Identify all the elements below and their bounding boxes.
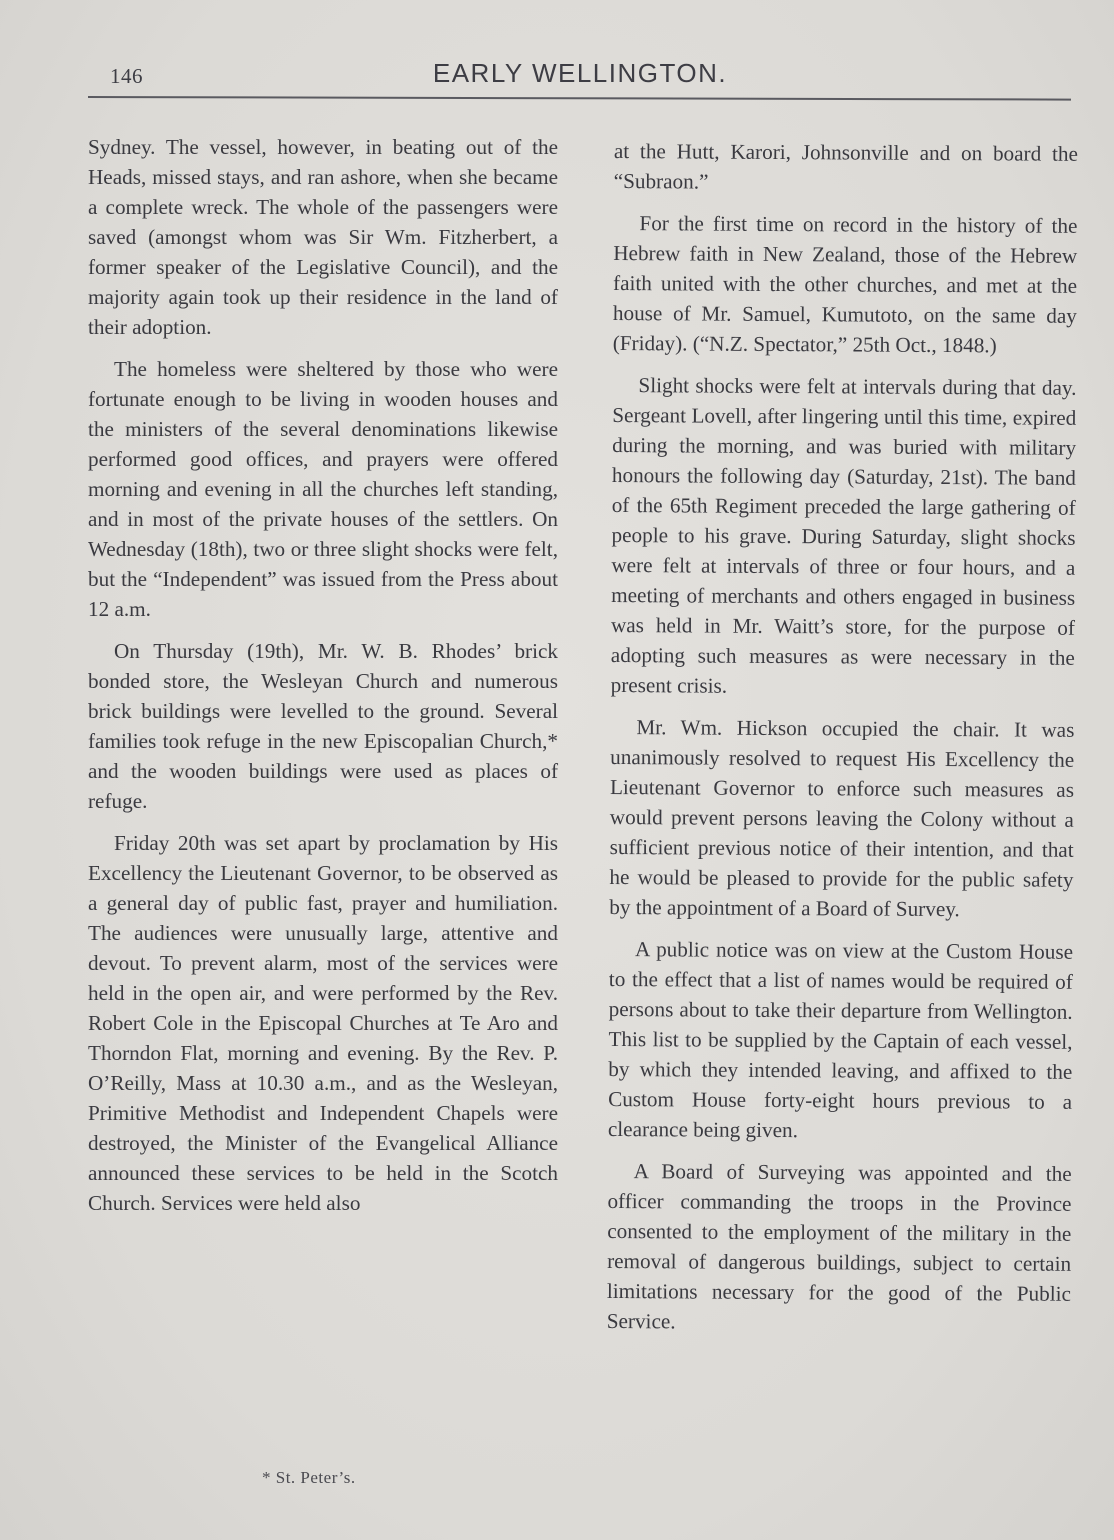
paragraph: For the first time on record in the history of the Hebrew faith in New Zealand, those of the Hebrew faith united with the other churches, and met at the house of Mr. Samuel, Kumutoto, on the same day (Friday). (“N.Z. Spectator,” 25th Oct., 1848.) <box>612 211 1078 358</box>
paragraph: The homeless were sheltered by those who were fortunate enough to be living in wooden houses and the ministers of the several denominations likewise performed good offices, and prayers were offered morning and evening in all the churches left standing, and in most of the private houses of the settlers. On Wednesday (18th), two or three slight shocks were felt, but the “Independent” was issued from the Press about 12 a.m. <box>88 357 558 621</box>
paragraph: Sydney. The vessel, however, in beating out of the Heads, missed stays, and ran ashore, when she became a complete wreck. The whole of the passengers were saved (amongst whom was Sir Wm. Fitzherbert, a former speaker of the Legislative Council), and the majority again took up their residence in the land of their adoption. <box>88 135 558 339</box>
paragraph: Mr. Wm. Hickson occupied the chair. It was unanimously resolved to request His Excellency the Lieutenant Governor to enforce such measures as would prevent persons leaving the Colony without a sufficient previous notice of their intention, and that he would be pleased to provide for the public safety by the appointment of a Board of Survey. <box>609 715 1075 922</box>
paragraph: A Board of Surveying was appointed and the officer commanding the troops in the Province consented to the employment of the military in the removal of dangerous buildings, subject to certain limitations necessary for the good of the Public Service. <box>606 1159 1072 1334</box>
paragraph: at the Hutt, Karori, Johnsonville and on board the “Subraon.” <box>613 138 1078 194</box>
page-number: 146 <box>110 64 143 88</box>
header-rule <box>88 96 1071 100</box>
paragraph: A public notice was on view at the Custom House to the effect that a list of names would be required of persons about to take their departure from Wellington. This list to be supplied by the Captain of each vessel, by which they intended leaving, and affixed to the Custom House forty-eight hours previous to a clearance being given. <box>607 937 1074 1143</box>
left-column <box>88 132 558 1230</box>
running-head: EARLY WELLINGTON. <box>432 58 728 88</box>
paragraph: Friday 20th was set apart by proclamation by His Excellency the Lieutenant Governor, to be observed as a general day of public fast, prayer and humiliation. The audiences were unusually large, attentive and devout. To prevent alarm, most of the services were held in the open air, and were performed by the Rev. Robert Cole in the Episcopal Churches at Te Aro and Thorndon Flat, morning and evening. By the Rev. P. O’Reilly, Mass at 10.30 a.m., and as the Wesleyan, Primitive Methodist and Independent Chapels were destroyed, the Minister of the Evangelical Alliance announced these services to be held in the Scotch Church. Services were held also <box>88 831 558 1215</box>
right-column <box>607 136 1078 1351</box>
paragraph: On Thursday (19th), Mr. W. B. Rhodes’ brick bonded store, the Wesleyan Church and numerous brick buildings were levelled to the ground. Several families took refuge in the new Episcopalian Church,* and the wooden buildings were used as places of refuge. <box>88 639 558 813</box>
paragraph: Slight shocks were felt at intervals during that day. Sergeant Lovell, after lingering until this time, expired during the morning, and was buried with military honours the following day (Saturday, 21st). The band of the 65th Regiment preceded the large gathering of people to his grave. During Saturday, slight shocks were felt at intervals of three or four hours, and a meeting of merchants and others engaged in business was held in Mr. Waitt’s store, for the purpose of adopting such measures as were necessary in the present crisis. <box>610 373 1077 698</box>
footnote: * St. Peter’s. <box>262 1468 356 1487</box>
